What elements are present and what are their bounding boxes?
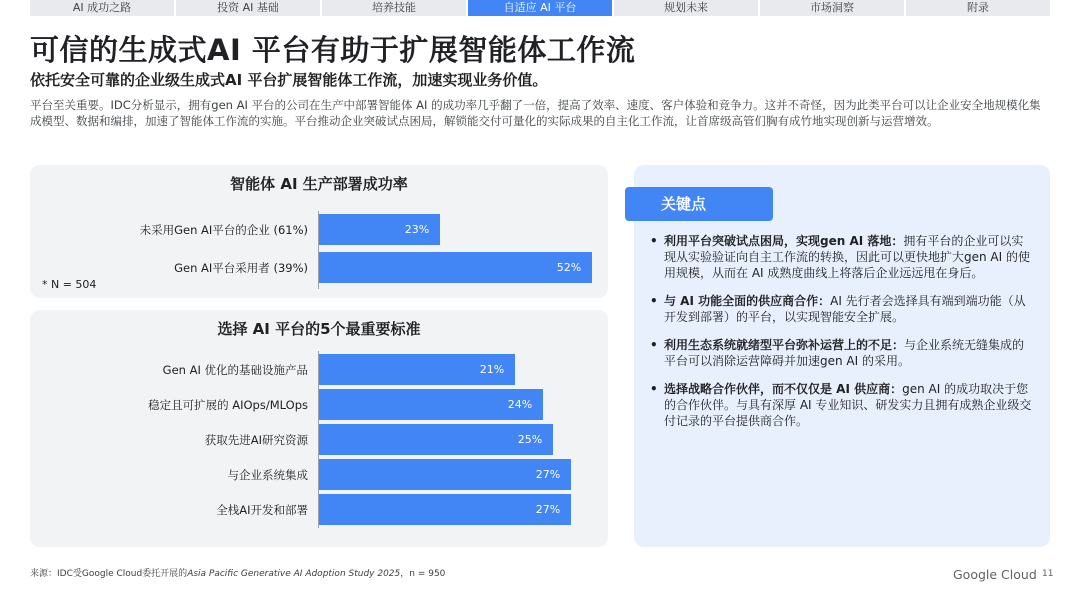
- key-point-item: • 利用生态系统就绪型平台弥补运营上的不足：与企业系统无缝集成的平台可以消除运营障碍并加速gen AI 的采用。: [650, 338, 1025, 368]
- page-subtitle: 依托安全可靠的企业级生成式AI 平台扩展智能体工作流，加速实现业务价值。: [30, 71, 548, 89]
- bar: [319, 214, 440, 245]
- bar-value-label: 27%: [535, 468, 561, 481]
- bar-category-label: 与企业系统集成: [227, 468, 308, 482]
- bar-category-label: 稳定且可扩展的 AIOps/MLOps: [148, 398, 308, 412]
- key-point-item: • 利用平台突破试点困局，实现gen AI 落地：拥有平台的企业可以实现从实验验证向自主工作流的转换，因此可以更快地扩大gen AI 的使用规模，从而在 AI 成熟度曲线上将落后企业远远甩在身后。: [650, 234, 1030, 280]
- bar: [319, 354, 515, 385]
- sample-size-note: * N = 504: [42, 278, 97, 291]
- nav-tab-ai-foundation[interactable]: 投资 AI 基础: [176, 0, 320, 16]
- bullet-icon: •: [650, 338, 658, 352]
- chart-title: 选择 AI 平台的5个最重要标准: [217, 320, 421, 338]
- section-nav: [30, 0, 1050, 16]
- chart-panel-success-rate: [30, 165, 608, 298]
- key-point-item: • 选择战略合作伙伴，而不仅仅是 AI 供应商：gen AI 的成功取决于您的合作伙伴。与具有深厚 AI 专业知识、研发实力且拥有成熟企业级交付记录的平台提供商合作。: [650, 382, 1032, 428]
- nav-tab-adaptive-platform[interactable]: 自适应 AI 平台: [468, 0, 612, 16]
- bar-category-label: Gen AI平台采用者 (39%): [174, 261, 308, 275]
- page-title: 可信的生成式AI 平台有助于扩展智能体工作流: [30, 33, 636, 67]
- key-points-list: [648, 233, 1034, 441]
- chart-title: 智能体 AI 生产部署成功率: [230, 175, 408, 193]
- bar: [319, 494, 571, 525]
- bar-value-label: 25%: [517, 433, 543, 446]
- bullet-icon: •: [650, 234, 658, 248]
- chart-panel-criteria: [30, 310, 608, 547]
- bar-chart-criteria: [30, 310, 608, 547]
- bullet-icon: •: [650, 382, 658, 396]
- intro-paragraph: 平台至关重要。IDC分析显示，拥有gen AI 平台的公司在生产中部署智能体 AI 的成功率几乎翻了一倍，提高了效率、速度、客户体验和竞争力。这并不奇怪，因为此类平台可以让企业安全地规模化集成模型、数据和编排，加速了智能体工作流的实施。平台推动企业突破试点困局，解锁能交付可量化的实际成果的自主化工作流，让首席级高管们胸有成竹地实现创新与运营增效。: [30, 98, 1041, 128]
- nav-tab-appendix[interactable]: 附录: [906, 0, 1050, 16]
- bar-category-label: Gen AI 优化的基础设施产品: [162, 363, 308, 377]
- source-footnote: 来源：IDC受Google Cloud委托开展的Asia Pacific Generative AI Adoption Study 2025，n = 950: [30, 569, 446, 579]
- page-number: 11: [1042, 569, 1054, 579]
- bullet-icon: •: [650, 294, 658, 308]
- bar-category-label: 获取先进AI研究资源: [204, 433, 308, 447]
- bar-value-label: 52%: [556, 261, 582, 274]
- bar-chart-success-rate: [30, 165, 608, 298]
- bar: [319, 252, 592, 283]
- key-points-badge: 关键点: [625, 187, 773, 221]
- google-cloud-logo: Google Cloud: [953, 567, 1037, 582]
- bar-category-label: 全栈AI开发和部署: [216, 503, 308, 517]
- bar-value-label: 21%: [479, 363, 505, 376]
- bar-value-label: 27%: [535, 503, 561, 516]
- nav-tab-ai-success[interactable]: AI 成功之路: [30, 0, 174, 16]
- bar: [319, 459, 571, 490]
- nav-tab-skills[interactable]: 培养技能: [322, 0, 466, 16]
- bar: [319, 389, 543, 420]
- nav-tab-market[interactable]: 市场洞察: [760, 0, 904, 16]
- bar: [319, 424, 553, 455]
- bar-category-label: 未采用Gen AI平台的企业 (61%): [139, 223, 308, 237]
- key-point-item: • 与 AI 功能全面的供应商合作：AI 先行者会选择具有端到端功能（从开发到部署）的平台，以实现智能安全扩展。: [650, 294, 1026, 324]
- bar-value-label: 24%: [507, 398, 533, 411]
- nav-tab-future[interactable]: 规划未来: [614, 0, 758, 16]
- bar-value-label: 23%: [404, 223, 430, 236]
